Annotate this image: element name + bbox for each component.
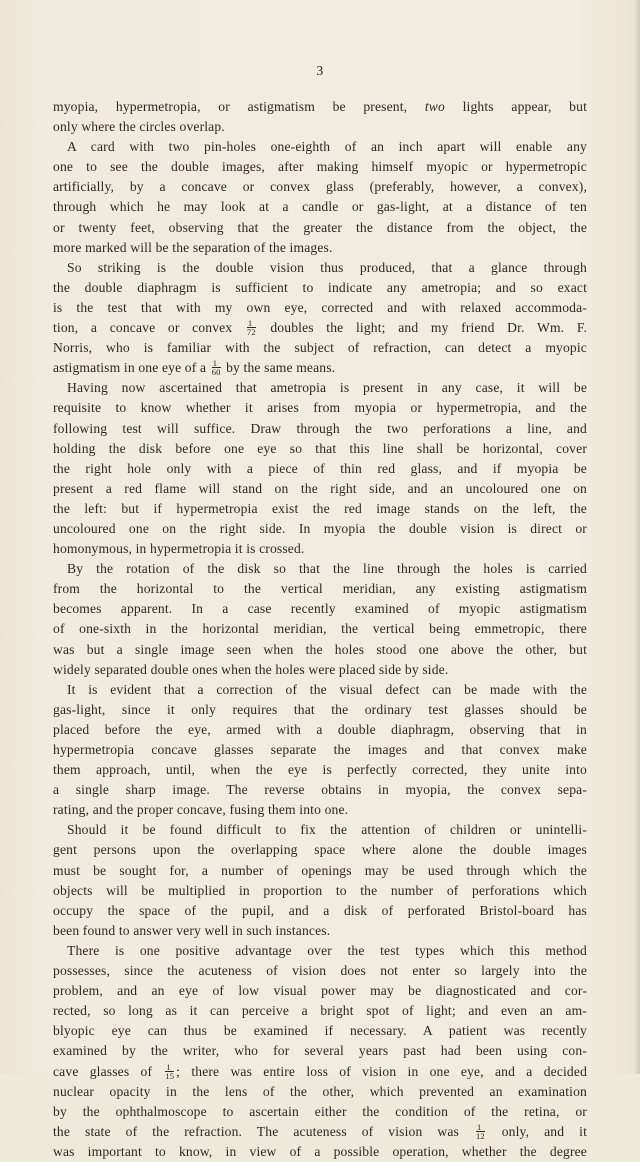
line-text: There is one positive advantage over the test types which this method <box>67 942 587 958</box>
fraction-denominator: 60 <box>211 367 221 378</box>
text-line <box>53 660 587 680</box>
text-line <box>53 820 587 840</box>
line-text: the state of the refraction. The acuteness of vision was <box>53 1123 474 1139</box>
line-text: following test will suffice. Draw through the two perforations a line, and <box>53 420 587 436</box>
text-line <box>53 439 587 459</box>
line-text-after: only, and it <box>486 1123 587 1139</box>
text-line <box>53 1021 587 1041</box>
line-text: Should it be found difficult to fix the attention of children or unintelli- <box>67 822 587 838</box>
line-text: them approach, until, when the eye is perfectly corrected, they unite into <box>53 762 587 778</box>
text-line <box>53 961 587 981</box>
line-text: occupy the space of the pupil, and a disk of perforated Bristol-board has <box>53 902 587 918</box>
line-text: myopia, hypermetropia, or astigmatism be present, <box>53 99 425 114</box>
line-text: So striking is the double vision thus produced, that a glance through <box>67 259 587 275</box>
line-text-after: doubles the light; and my friend Dr. Wm. F. <box>257 320 588 336</box>
text-line <box>53 1062 587 1082</box>
line-text: requisite to know whether it arises from myopia or hypermetropia, and the <box>53 400 587 416</box>
text-line <box>53 579 587 599</box>
text-line <box>53 218 587 238</box>
text-line <box>53 901 587 921</box>
text-line <box>53 881 587 901</box>
line-text: the right hole only with a piece of thin red glass, and if myopia be <box>53 460 587 476</box>
italic-word: two <box>424 99 445 114</box>
line-text: objects will be multiplied in proportion to the number of perforations which <box>53 882 587 898</box>
line-text: more marked will be the separation of the images. <box>53 239 333 255</box>
text-line <box>53 459 587 479</box>
page-edge-shadow <box>634 0 640 1074</box>
line-text: Norris, who is familiar with the subject of refraction, can detect a myopic <box>53 340 587 356</box>
line-text: homonymous, in hypermetropia it is crossed. <box>53 541 305 557</box>
text-line <box>53 760 587 780</box>
fraction <box>476 1123 485 1140</box>
line-text: through which he may look at a candle or gas-light, at a distance of ten <box>53 199 587 215</box>
line-text: must be sought for, a number of openings may be used through which the <box>53 862 587 878</box>
line-text-after: lights appear, but <box>444 99 587 114</box>
text-line <box>53 1142 587 1162</box>
text-line <box>53 258 587 278</box>
text-line <box>53 479 587 499</box>
text-line <box>53 278 587 298</box>
line-text: blyopic eye can thus be examined if necessary. A patient was recently <box>53 1023 587 1039</box>
text-line <box>53 861 587 881</box>
text-line <box>53 619 587 639</box>
text-line <box>53 539 587 559</box>
line-text: artificially, by a concave or convex glass (preferably, however, a convex), <box>53 179 587 195</box>
text-line <box>53 338 587 358</box>
line-text: By the rotation of the disk so that the line through the holes is carried <box>67 561 587 577</box>
text-line <box>53 177 587 197</box>
text-line <box>53 720 587 740</box>
line-text: placed before the eye, armed with a double diaphragm, observing that in <box>53 721 587 737</box>
line-text: possesses, since the acuteness of vision does not enter so largely into the <box>53 963 587 979</box>
text-line <box>53 419 587 439</box>
fraction <box>247 319 256 336</box>
text-line <box>53 97 587 117</box>
text-line <box>53 640 587 660</box>
text-line <box>53 700 587 720</box>
line-text: been found to answer very well in such instances. <box>53 922 331 938</box>
text-line <box>53 1041 587 1061</box>
line-text: gent persons upon the overlapping space where alone the double images <box>53 842 587 858</box>
fraction-denominator: 15 <box>165 1070 175 1081</box>
fraction <box>165 1063 174 1080</box>
line-text: the double diaphragm is sufficient to indicate any ametropia; and so exact <box>53 279 587 295</box>
line-text: astigmatism in one eye of a <box>53 360 210 376</box>
text-line <box>53 1082 587 1102</box>
body-text <box>53 97 587 1162</box>
line-text: tion, a concave or convex <box>53 320 245 336</box>
line-text: present a red flame will stand on the right side, and an uncoloured one on <box>53 480 587 496</box>
line-text: only where the circles overlap. <box>53 119 225 135</box>
text-line <box>53 1122 587 1142</box>
line-text: is the test that with my own eye, corrected and with relaxed accommoda- <box>53 299 587 315</box>
text-line <box>53 840 587 860</box>
fraction-numerator: 1 <box>476 1123 485 1132</box>
text-line <box>53 519 587 539</box>
line-text: A card with two pin-holes one-eighth of an inch apart will enable any <box>67 139 587 155</box>
fraction-denominator: 12 <box>475 1130 485 1141</box>
line-text: rected, so long as it can perceive a bright spot of light; and even an am- <box>53 1003 587 1019</box>
line-text: was but a single image seen when the holes stood one above the other, but <box>53 641 587 657</box>
line-text: examined by the writer, who for several years past had been using con- <box>53 1043 587 1059</box>
line-text: It is evident that a correction of the visual defect can be made with the <box>67 681 587 697</box>
text-line <box>53 740 587 760</box>
text-line <box>53 981 587 1001</box>
line-text: by the ophthalmoscope to ascertain either the condition of the retina, or <box>53 1103 587 1119</box>
text-line <box>53 298 587 318</box>
text-line <box>53 1102 587 1122</box>
text-line <box>53 318 587 338</box>
text-line <box>53 117 587 137</box>
line-text: uncoloured one on the right side. In myopia the double vision is direct or <box>53 520 587 536</box>
fraction-numerator: 1 <box>247 319 256 328</box>
line-text: Having now ascertained that ametropia is present in any case, it will be <box>67 380 587 396</box>
fraction-numerator: 1 <box>212 359 221 368</box>
fraction-numerator: 1 <box>165 1063 174 1072</box>
line-text: hypermetropia concave glasses separate the images and that convex make <box>53 742 587 757</box>
fraction <box>212 359 221 376</box>
page-number: 3 <box>316 64 324 79</box>
line-text: a single sharp image. The reverse obtains in myopia, the convex sepa- <box>53 782 587 798</box>
text-line <box>53 921 587 941</box>
text-line <box>53 559 587 579</box>
fraction-denominator: 72 <box>246 327 256 338</box>
line-text: becomes apparent. In a case recently examined of myopic astigmatism <box>53 601 587 617</box>
line-text: holding the disk before one eye so that this line shall be horizontal, cover <box>53 440 587 456</box>
text-line <box>53 358 587 378</box>
text-line <box>53 499 587 519</box>
line-text: problem, and an eye of low visual power may be diagnosticated and cor- <box>53 983 587 999</box>
line-text: from the horizontal to the vertical meridian, any existing astigmatism <box>53 581 587 597</box>
text-line <box>53 398 587 418</box>
line-text-after: ; there was entire loss of vision in one eye, and a decided <box>176 1063 588 1079</box>
line-text: gas-light, since it only requires that the ordinary test glasses should be <box>53 701 587 717</box>
text-line <box>53 137 587 157</box>
line-text: the left: but if hypermetropia exist the red image stands on the left, the <box>53 500 587 516</box>
text-line <box>53 157 587 177</box>
line-text: was important to know, in view of a possible operation, whether the degree <box>53 1143 587 1159</box>
text-line <box>53 378 587 398</box>
text-line <box>53 800 587 820</box>
line-text: widely separated double ones when the holes were placed side by side. <box>53 661 449 677</box>
line-text: one to see the double images, after making himself myopic or hypermetropic <box>53 159 587 175</box>
line-text: or twenty feet, observing that the greater the distance from the object, the <box>53 219 587 235</box>
text-line <box>53 941 587 961</box>
line-text: nuclear opacity in the lens of the other, which prevented an examination <box>53 1083 587 1099</box>
text-line <box>53 599 587 619</box>
line-text: cave glasses of <box>53 1063 164 1079</box>
line-text: rating, and the proper concave, fusing them into one. <box>53 802 349 818</box>
text-line <box>53 680 587 700</box>
line-text: of one-sixth in the horizontal meridian, the vertical being emmetropic, there <box>53 621 587 637</box>
text-line <box>53 238 587 258</box>
text-line <box>53 1001 587 1021</box>
text-line <box>53 780 587 800</box>
text-line <box>53 197 587 217</box>
line-text-after: by the same means. <box>222 360 336 376</box>
